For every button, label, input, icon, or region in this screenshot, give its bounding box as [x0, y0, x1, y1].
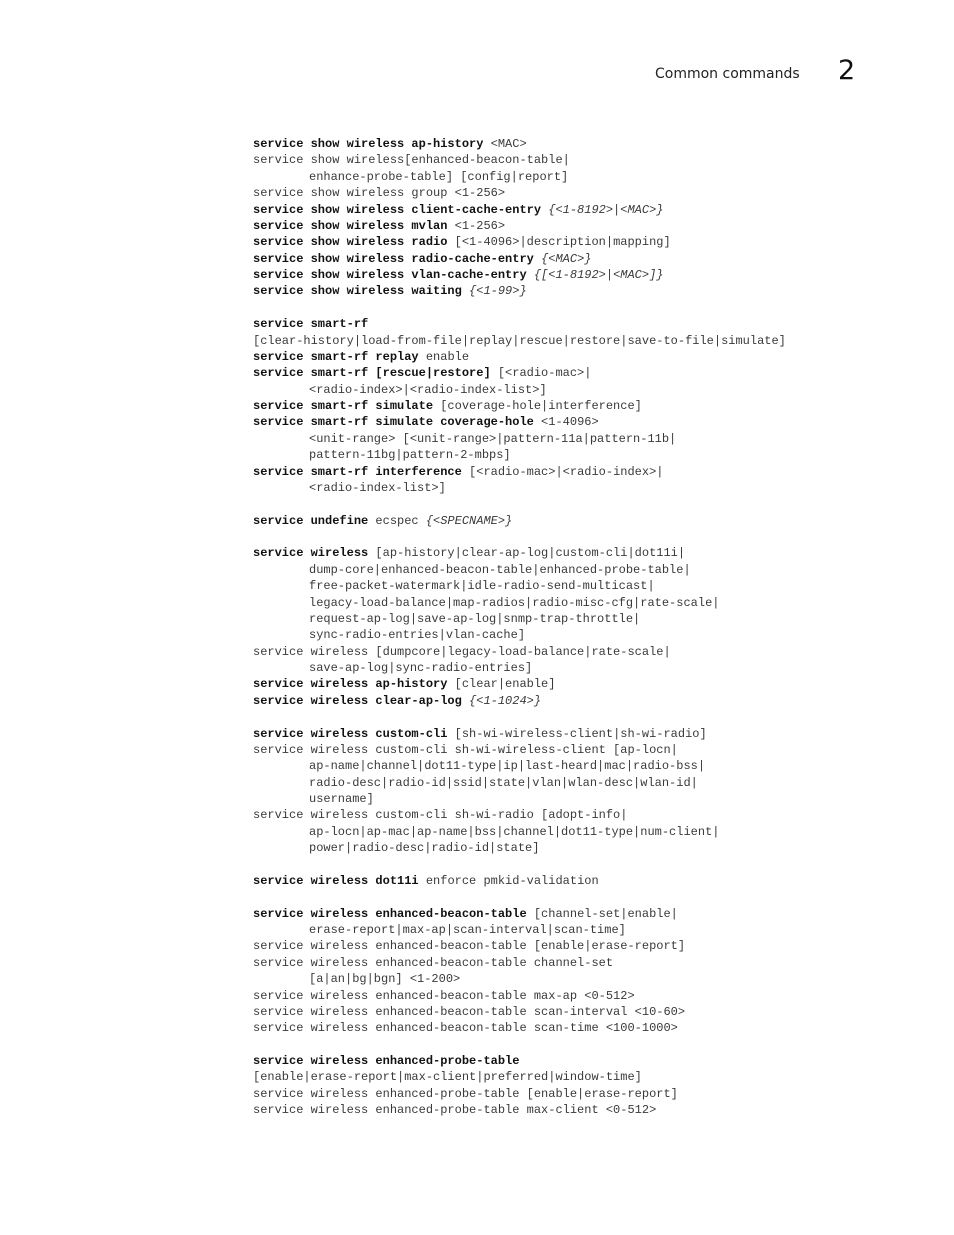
command-line — [253, 1086, 933, 1102]
command-keyword: service wireless custom-cli — [253, 726, 448, 741]
command-line — [253, 185, 933, 201]
command-argument: dump-core|enhanced-beacon-table|enhanced-probe-table| — [309, 562, 691, 577]
command-keyword: service undefine — [253, 513, 369, 528]
command-variable: {<1-1024>} — [469, 693, 542, 708]
blank-line — [253, 496, 933, 512]
command-argument: username] — [309, 792, 374, 806]
command-keyword: service show wireless radio — [253, 235, 448, 250]
command-line — [253, 218, 933, 234]
command-line — [253, 316, 933, 332]
command-line — [253, 251, 933, 267]
command-argument: service wireless custom-cli sh-wi-radio [adopt-info| — [253, 808, 628, 823]
command-argument: [<radio-mac>|<radio-index>| — [461, 464, 664, 479]
command-keyword: service smart-rf simulate coverage-hole — [253, 415, 534, 430]
blank-line — [253, 1037, 933, 1053]
command-argument: [<1-4096>|description|mapping] — [447, 235, 671, 250]
command-argument: [a|an|bg|bgn] <1-200> — [309, 972, 461, 987]
blank-line — [253, 889, 933, 905]
command-argument: legacy-load-balance|map-radios|radio-misc-cfg|rate-scale| — [309, 595, 720, 610]
command-argument: service wireless enhanced-beacon-table scan-interval <10-60> — [253, 1004, 686, 1019]
command-variable: {<1-8192>|<MAC>} — [548, 202, 664, 217]
command-argument: <radio-index>|<radio-index-list>] — [309, 382, 547, 397]
section-title: Common commands — [655, 66, 800, 82]
command-line — [253, 595, 933, 611]
command-line — [253, 873, 933, 889]
command-argument: [coverage-hole|interference] — [433, 399, 642, 413]
command-keyword: service show wireless ap-history — [253, 137, 484, 151]
command-line — [253, 283, 933, 299]
command-line — [253, 447, 933, 463]
command-syntax-block — [253, 136, 933, 1119]
command-keyword: service wireless clear-ap-log — [253, 693, 462, 708]
command-argument: service show wireless[enhanced-beacon-table| — [253, 153, 570, 168]
command-keyword: service wireless — [253, 546, 369, 561]
command-argument: enforce pmkid-validation — [418, 873, 599, 888]
command-argument: enable — [418, 349, 470, 364]
command-line — [253, 644, 933, 660]
command-argument: [sh-wi-wireless-client|sh-wi-radio] — [447, 726, 707, 741]
blank-line — [253, 300, 933, 316]
command-keyword: service smart-rf replay — [253, 349, 419, 364]
command-argument: <1-4096> — [533, 415, 599, 430]
command-line — [253, 562, 933, 578]
command-keyword: service wireless dot11i — [253, 873, 419, 888]
command-variable: {<1-99>} — [469, 284, 527, 299]
command-line — [253, 693, 933, 709]
command-line — [253, 840, 933, 856]
command-keyword: service smart-rf interference — [253, 464, 462, 479]
command-line — [253, 807, 933, 823]
command-line — [253, 824, 933, 840]
command-line — [253, 988, 933, 1004]
command-line — [253, 480, 933, 496]
command-argument: service wireless enhanced-beacon-table [enable|erase-report] — [253, 939, 686, 954]
command-argument: <unit-range> [<unit-range>|pattern-11a|pattern-11b| — [309, 431, 677, 446]
command-line — [253, 365, 933, 381]
command-line — [253, 464, 933, 480]
command-argument: enhance-probe-table] [config|report] — [309, 169, 569, 184]
command-argument — [462, 284, 469, 298]
command-line — [253, 676, 933, 692]
command-line — [253, 513, 933, 529]
command-line — [253, 726, 933, 742]
command-line — [253, 202, 933, 218]
command-line — [253, 742, 933, 758]
command-argument: power|radio-desc|radio-id|state] — [309, 841, 540, 856]
command-argument: service wireless enhanced-beacon-table scan-time <100-1000> — [253, 1021, 678, 1036]
chapter-number: 2 — [838, 55, 856, 86]
command-keyword: service smart-rf simulate — [253, 399, 434, 413]
command-argument — [527, 268, 534, 282]
command-line — [253, 775, 933, 791]
command-line — [253, 1004, 933, 1020]
command-argument: service wireless enhanced-beacon-table max-ap <0-512> — [253, 988, 635, 1003]
command-argument: ecspec — [368, 513, 426, 528]
command-argument: <1-256> — [447, 218, 506, 233]
command-variable: {<SPECNAME>} — [425, 513, 513, 528]
command-line — [253, 414, 933, 430]
command-argument: free-packet-watermark|idle-radio-send-multicast| — [309, 579, 655, 594]
command-argument: radio-desc|radio-id|ssid|state|vlan|wlan-desc|wlan-id| — [309, 775, 698, 790]
command-line — [253, 627, 933, 643]
command-argument: [ap-history|clear-ap-log|custom-cli|dot11i| — [368, 546, 686, 561]
command-variable: {[<1-8192>|<MAC>]} — [533, 268, 664, 282]
command-line — [253, 431, 933, 447]
blank-line — [253, 709, 933, 725]
command-argument: sync-radio-entries|vlan-cache] — [309, 628, 526, 643]
command-keyword: service show wireless waiting — [253, 284, 462, 299]
command-argument — [462, 694, 469, 708]
command-variable: {<MAC>} — [541, 251, 592, 266]
command-argument: request-ap-log|save-ap-log|snmp-trap-throttle| — [309, 611, 641, 626]
command-line — [253, 267, 933, 283]
blank-line — [253, 529, 933, 545]
command-line — [253, 1053, 933, 1069]
command-line — [253, 1020, 933, 1036]
command-argument: pattern-11bg|pattern-2-mbps] — [309, 448, 511, 463]
command-line — [253, 971, 933, 987]
command-argument: service wireless enhanced-beacon-table channel-set — [253, 955, 614, 970]
command-line — [253, 660, 933, 676]
command-keyword: service show wireless client-cache-entry — [253, 202, 542, 217]
command-line — [253, 234, 933, 250]
command-keyword: service smart-rf — [253, 317, 369, 332]
command-line — [253, 1069, 933, 1085]
command-argument: service show wireless group <1-256> — [253, 186, 506, 201]
command-argument: [clear-history|load-from-file|replay|rescue|restore|save-to-file|simulate] — [253, 333, 786, 348]
blank-line — [253, 857, 933, 873]
command-line — [253, 791, 933, 807]
command-argument: ap-locn|ap-mac|ap-name|bss|channel|dot11-type|num-client| — [309, 824, 720, 839]
command-line — [253, 955, 933, 971]
command-argument: save-ap-log|sync-radio-entries] — [309, 661, 533, 675]
command-line — [253, 136, 933, 152]
command-line — [253, 922, 933, 938]
command-line — [253, 906, 933, 922]
command-argument: service wireless custom-cli sh-wi-wireless-client [ap-locn| — [253, 742, 678, 757]
command-argument: [clear|enable] — [447, 677, 556, 692]
command-keyword: service smart-rf [rescue|restore] — [253, 366, 491, 381]
command-line — [253, 545, 933, 561]
command-line — [253, 938, 933, 954]
command-argument: ap-name|channel|dot11-type|ip|last-heard|mac|radio-bss| — [309, 759, 706, 774]
command-keyword: service show wireless radio-cache-entry — [253, 251, 534, 266]
command-argument: [channel-set|enable| — [526, 906, 678, 921]
command-argument — [534, 252, 541, 266]
command-keyword: service show wireless vlan-cache-entry — [253, 268, 527, 282]
command-argument: <MAC> — [483, 137, 527, 151]
command-keyword: service wireless ap-history — [253, 677, 448, 692]
command-keyword: service wireless enhanced-beacon-table — [253, 906, 527, 921]
command-line — [253, 398, 933, 414]
command-line — [253, 382, 933, 398]
command-argument: [enable|erase-report|max-client|preferred|window-time] — [253, 1070, 642, 1085]
command-argument: service wireless [dumpcore|legacy-load-balance|rate-scale| — [253, 644, 671, 659]
command-line — [253, 1102, 933, 1118]
command-argument: service wireless enhanced-probe-table [enable|erase-report] — [253, 1086, 678, 1101]
command-line — [253, 578, 933, 594]
command-argument: <radio-index-list>] — [309, 480, 446, 495]
command-keyword: service wireless enhanced-probe-table — [253, 1054, 520, 1068]
command-line — [253, 333, 933, 349]
command-line — [253, 152, 933, 168]
command-keyword: service show wireless mvlan — [253, 218, 448, 233]
command-argument: service wireless enhanced-probe-table max-client <0-512> — [253, 1103, 657, 1118]
command-line — [253, 349, 933, 365]
command-line — [253, 611, 933, 627]
command-argument: [<radio-mac>| — [490, 366, 592, 381]
command-line — [253, 169, 933, 185]
command-argument: erase-report|max-ap|scan-interval|scan-time] — [309, 923, 626, 937]
command-line — [253, 758, 933, 774]
